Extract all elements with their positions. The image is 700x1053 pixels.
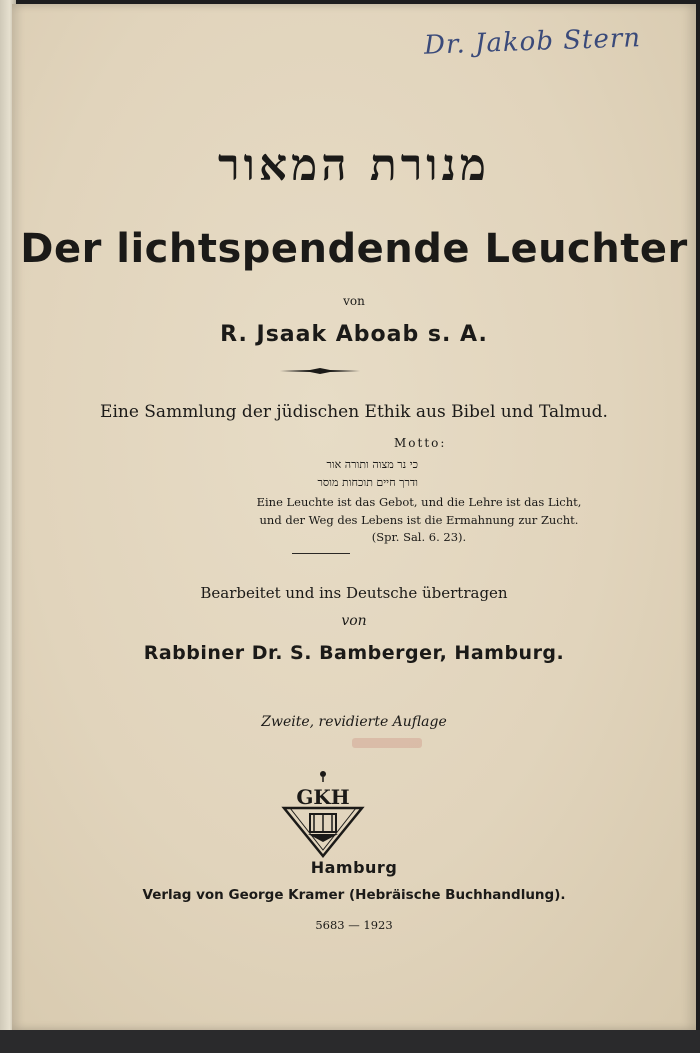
ornament-divider-icon <box>280 368 360 374</box>
author-name: R. Jsaak Aboab s. A. <box>220 322 488 347</box>
publisher-name: Verlag von George Kramer (Hebräische Buchhandlung). <box>142 887 566 903</box>
motto-german-line-2: und der Weg des Lebens ist die Ermahnung zur Zucht. <box>259 513 579 527</box>
publisher-city: Hamburg <box>310 858 398 877</box>
motto-hebrew-line-2: ודרך חיים תוכחות מוסר <box>317 476 418 489</box>
motto-label: Motto: <box>394 436 447 450</box>
motto-reference: (Spr. Sal. 6. 23). <box>371 530 467 544</box>
motto-german-line-1: Eine Leuchte ist das Gebot, und die Lehre ist das Licht, <box>256 495 582 509</box>
logo-text: GKH <box>296 785 350 809</box>
handwritten-inscription: Dr. Jakob Stern <box>423 23 642 61</box>
publication-years: 5683 — 1923 <box>315 918 393 932</box>
publisher-logo-icon <box>278 768 368 860</box>
hebrew-title: מנורת המאור <box>218 140 490 191</box>
adaptation-note: Bearbeitet und ins Deutsche übertragen <box>200 584 508 602</box>
edition-note: Zweite, revidierte Auflage <box>261 714 447 730</box>
title-page <box>12 4 696 1030</box>
by-label-2: von <box>341 613 367 629</box>
book-bottom-edge <box>0 1030 700 1053</box>
main-title: Der lichtspendende Leuchter <box>20 226 688 272</box>
motto-hebrew-line-1: כי נר מצוה ותורה אור <box>326 458 418 471</box>
by-label: von <box>343 294 365 308</box>
translator-name: Rabbiner Dr. S. Bamberger, Hamburg. <box>143 642 565 664</box>
faded-stamp <box>352 738 422 748</box>
divider-rule <box>292 553 350 554</box>
collection-subtitle: Eine Sammlung der jüdischen Ethik aus Bibel und Talmud. <box>100 402 608 422</box>
